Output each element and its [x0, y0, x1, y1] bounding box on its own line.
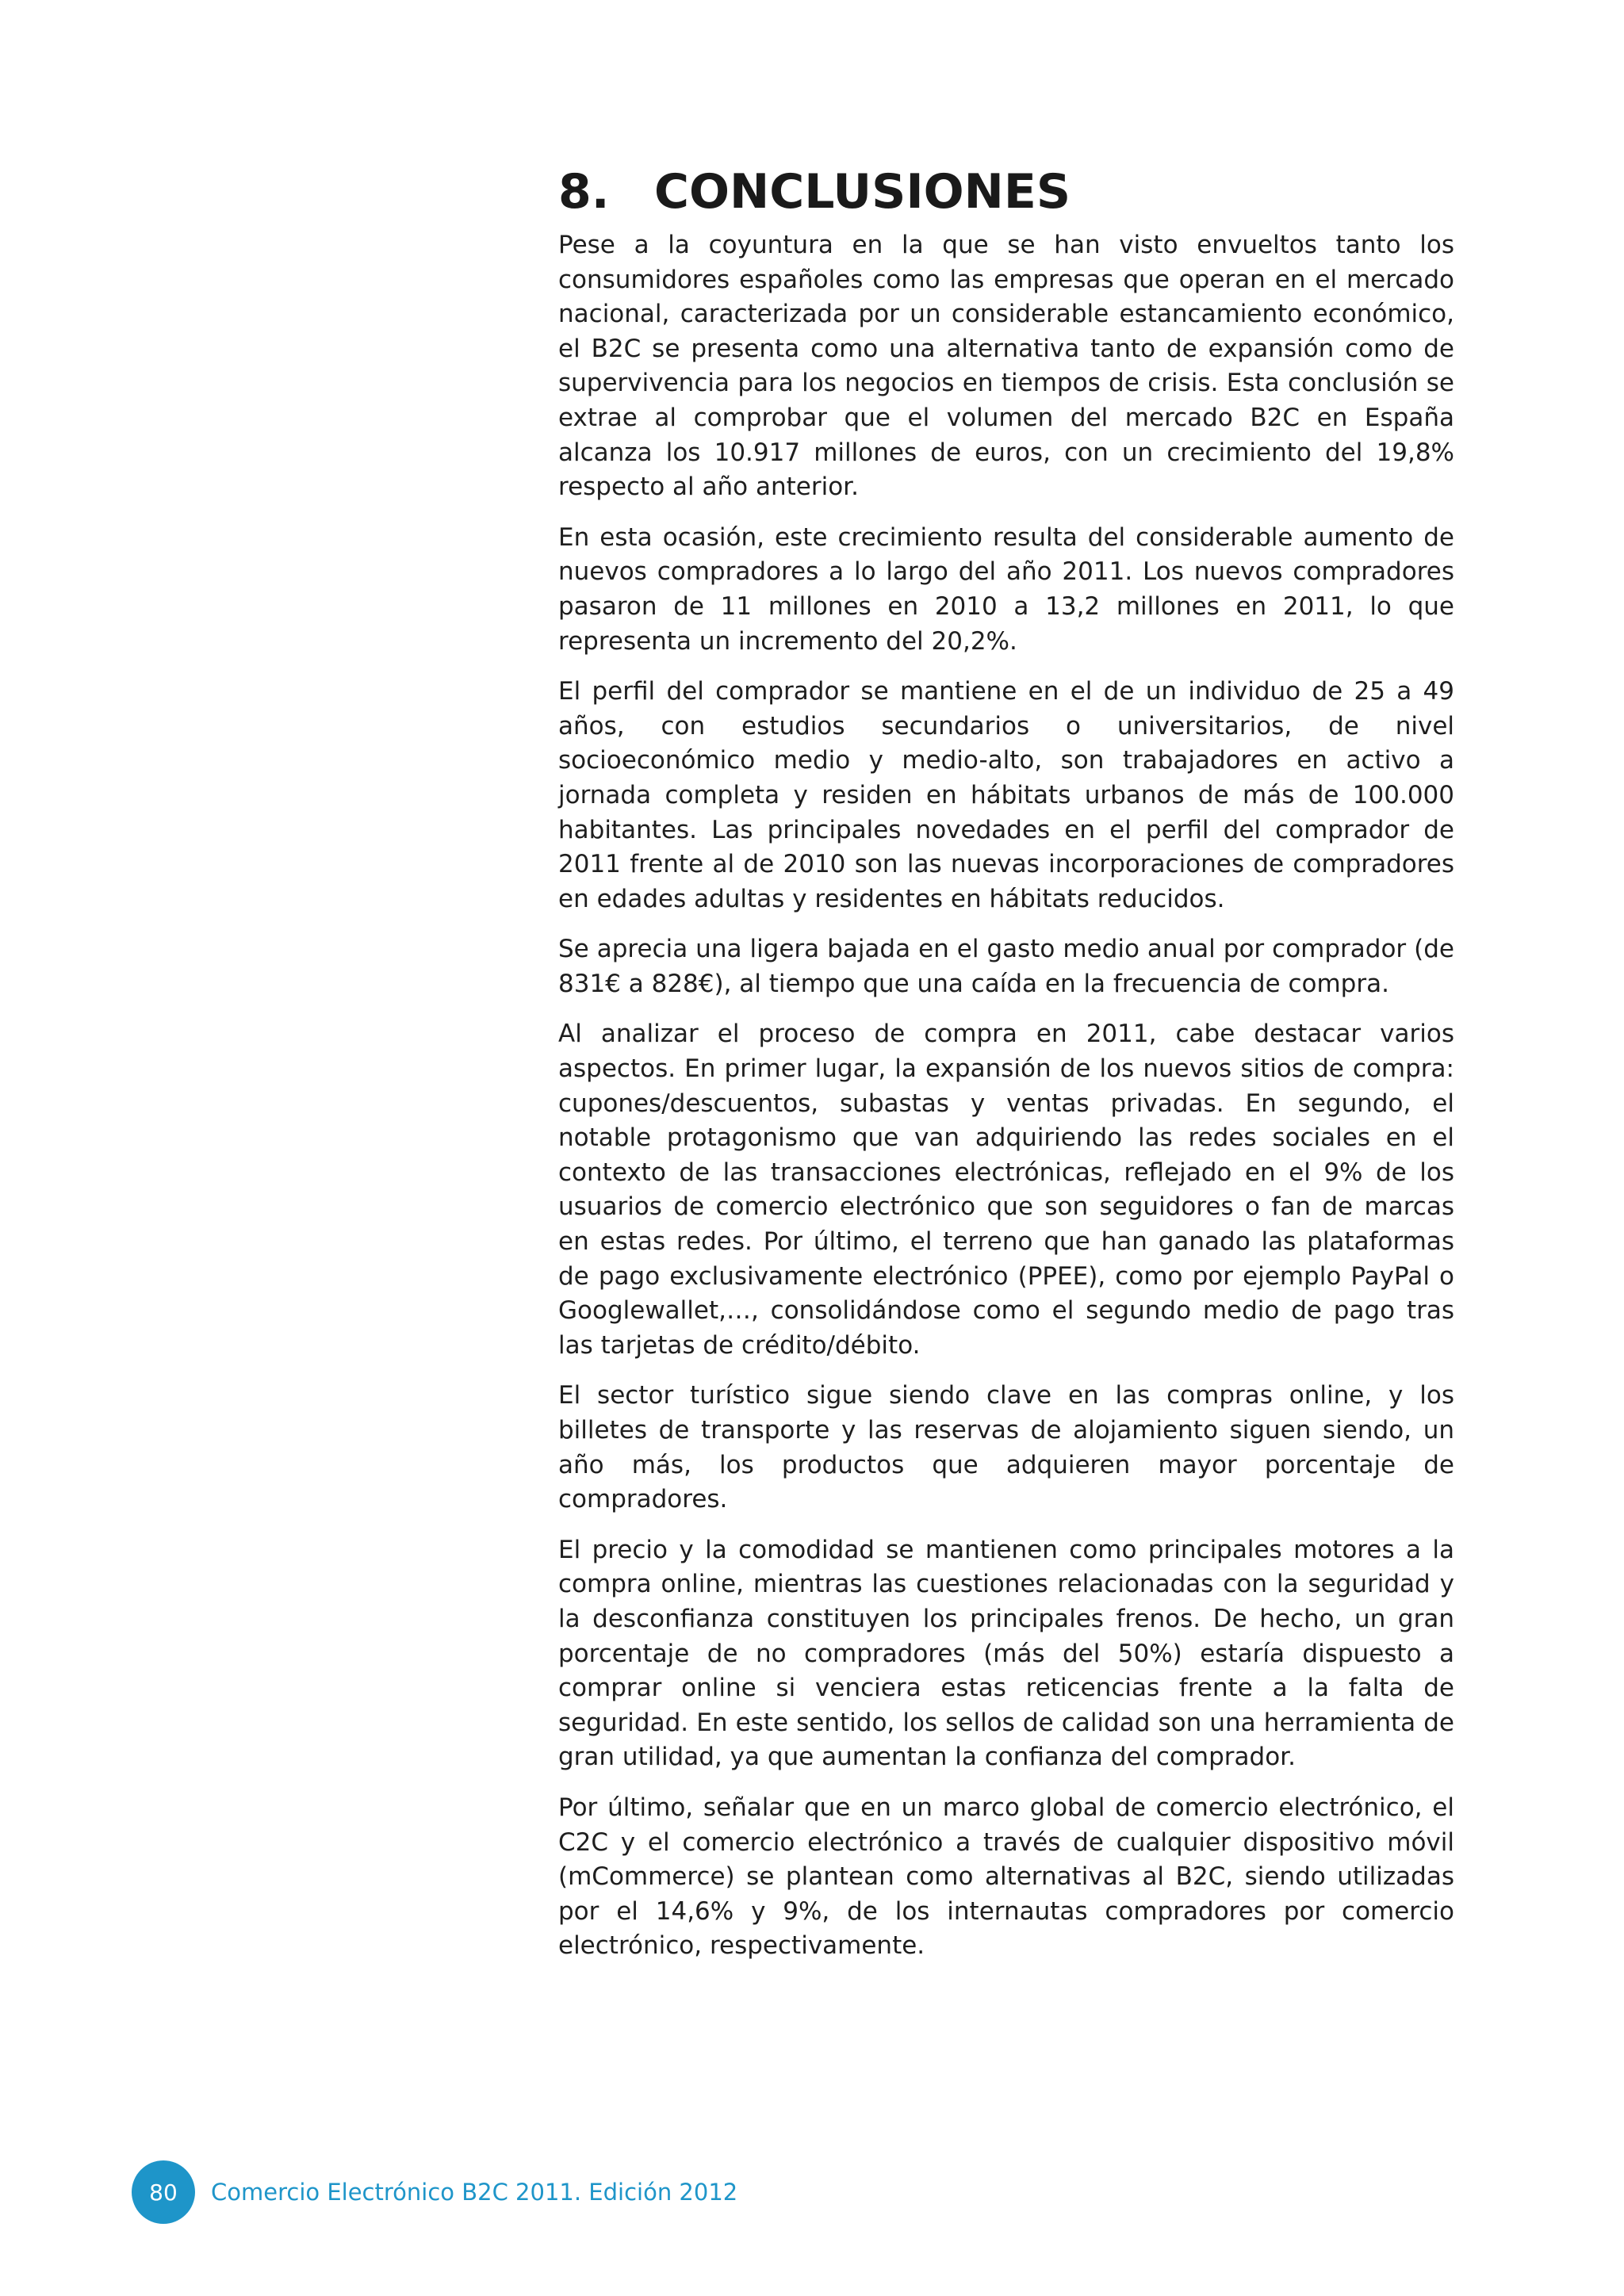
- paragraph-4: Se aprecia una ligera bajada en el gasto medio anual por comprador (de 831€ a 828€), al tiempo que una caída en la frecuencia de compra.: [558, 935, 1454, 998]
- section-title: CONCLUSIONES: [654, 164, 1071, 220]
- main-content: [558, 163, 1454, 1980]
- paragraph-3: El perfil del comprador se mantiene en el de un individuo de 25 a 49 años, con estudios secundarios o universitarios, de nivel socioeconómico medio y medio-alto, son trabajadores en activo a jornada completa y residen en hábitats urbanos de más de 100.000 habitantes. Las principales novedades en el perfil del comprador de 2011 frente al de 2010 son las nuevas incorporaciones de compradores en edades adultas y residentes en hábitats reducidos.: [558, 677, 1454, 913]
- paragraph-8: Por último, señalar que en un marco global de comercio electrónico, el C2C y el comercio electrónico a través de cualquier dispositivo móvil (mCommerce) se plantean como alternativas al B2C, siendo utilizadas por el 14,6% y 9%, de los internautas compradores por comercio electrónico, respectivamente.: [558, 1793, 1454, 1961]
- page-footer: [132, 2160, 737, 2224]
- section-number: 8.: [558, 164, 610, 220]
- paragraph-1: Pese a la coyuntura en la que se han visto envueltos tanto los consumidores españoles como las empresas que operan en el mercado nacional, caracterizada por un considerable estancamiento económico, el B2C se presenta como una alternativa tanto de expansión como de supervivencia para los negocios en tiempos de crisis. Esta conclusión se extrae al comprobar que el volumen del mercado B2C en España alcanza los 10.917 millones de euros, con un crecimiento del 19,8% respecto al año anterior.: [558, 231, 1454, 502]
- paragraph-2: En esta ocasión, este crecimiento resulta del considerable aumento de nuevos compradores a lo largo del año 2011. Los nuevos compradores pasaron de 11 millones en 2010 a 13,2 millones en 2011, lo que representa un incremento del 20,2%.: [558, 522, 1454, 656]
- footer-document-title: Comercio Electrónico B2C 2011. Edición 2012: [211, 2179, 738, 2206]
- paragraph-7: El precio y la comodidad se mantienen como principales motores a la compra online, mientras las cuestiones relacionadas con la seguridad y la desconfianza constituyen los principales frenos. De hecho, un gran porcentaje de no compradores (más del 50%) estaría dispuesto a comprar online si venciera estas reticencias frente a la falta de seguridad. En este sentido, los sellos de calidad son una herramienta de gran utilidad, ya que aumentan la confianza del comprador.: [558, 1535, 1454, 1772]
- page-number-badge: 80: [132, 2160, 195, 2224]
- paragraph-6: El sector turístico sigue siendo clave en las compras online, y los billetes de transporte y las reservas de alojamiento siguen siendo, un año más, los productos que adquieren mayor porcentaje de compradores.: [558, 1381, 1454, 1514]
- section-heading: [558, 163, 1454, 220]
- paragraph-5: Al analizar el proceso de compra en 2011, cabe destacar varios aspectos. En primer lugar, la expansión de los nuevos sitios de compra: cupones/descuentos, subastas y ventas privadas. En segundo, el notable protagonismo que van adquiriendo las redes sociales en el contexto de las transacciones electrónicas, reflejado en el 9% de los usuarios de comercio electrónico que son seguidores o fan de marcas en estas redes. Por último, el terreno que han ganado las plataformas de pago exclusivamente electrónico (PPEE), como por ejemplo PayPal o Googlewallet,…, consolidándose como el segundo medio de pago tras las tarjetas de crédito/débito.: [558, 1020, 1454, 1360]
